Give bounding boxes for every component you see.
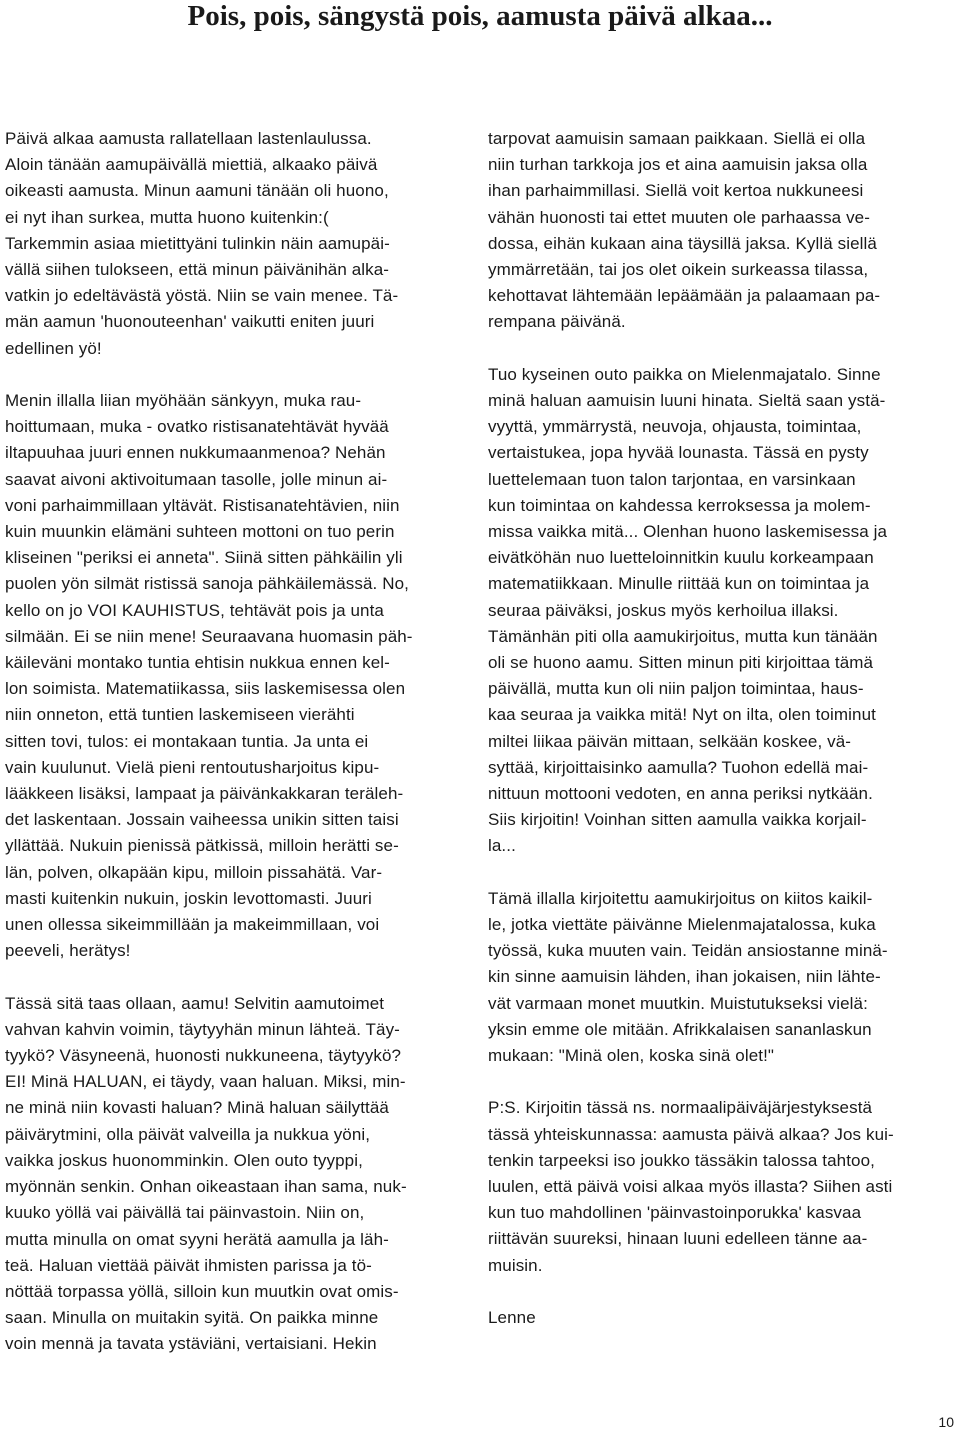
author-signature: Lenne (488, 1308, 536, 1328)
paragraph: Tämä illalla kirjoitettu aamukirjoitus on kiitos kaikil- le, jotka viettäte päivänne Mielenmajatalossa, kuka työssä, kuka muuten vain. Teidän ansiostanne minä- kin sinne aamuisin lähden, ihan jokaisen, niin lähte- vät varmaan monet muutkin. Muistutukseksi vielä: yksin emme ole mitään. Afrikkalaisen sananlaskun mukaan: "Minä olen, koska sinä olet!" (488, 888, 888, 1066)
paragraph: tarpovat aamuisin samaan paikkaan. Siellä ei olla niin turhan tarkkoja jos et aina aamuisin jaksa olla ihan parhaimmillasi. Siellä voit kertoa nukkuneesi vähän huonosti tai ettet muuten ole parhaassa ve- dossa, eihän kukaan aina täysillä jaksa. Kyllä siellä ymmärretään, tai jos olet oikein surkeassa tilassa, kehottavat lähtemään lepäämään ja palaamaan pa- rempana päivänä. (488, 129, 881, 332)
paragraph: Menin illalla liian myöhään sänkyyn, muka rau- hoittumaan, muka - ovatko ristisanatehtävät hyvää iltapuuhaa juuri ennen nukkumaanmenoa? Nehän saavat aivoni aktivoitumaan tasolle, jolle minun ai- voni parhaimmillaan yltävät. Ristisanatehtävien, niin kuin muunkin elämäni suhteen mottoni on tuo perin kliseinen "periksi ei anneta". Siinä sitten pähkäilin yli puolen yön silmät ristissä sanoja pähkäilemässä. No, kello on jo VOI KAUHISTUS, tehtävät pois ja unta silmään. Ei se niin mene! Seuraavana huomasin päh- käileväni montako tuntia ehtisin nukkua ennen kel- lon soimista. Matematiikassa, siis laskemisessa olen niin onneton, että tuntien laskemiseen vierähti sitten tovi, tulos: ei montakaan tuntia. Ja unta ei vain kuulunut. Vielä pieni rentoutusharjoitus kipu- lääkkeen lisäksi, lampaat ja päivänkakkaran teräleh- det laskentaan. Jossain vaiheessa unikin sitten taisi yllättää. Nukuin pienissä pätkissä, milloin herätti se- län, polven, olkapään kipu, milloin pissahätä. Var- masti kuitenkin nukuin, joskin levottomasti. Juuri unen ollessa sikeimmillään ja makeimmillaan, voi peeveli, herätys! (5, 391, 413, 961)
paragraph: Tuo kyseinen outo paikka on Mielenmajatalo. Sinne minä haluan aamuisin luuni hinata. Sieltä saan ystä- vyyttä, ymmärrystä, neuvoja, ohjausta, toimintaa, vertaistukea, jopa hyvää lounasta. Tässä en pysty luettelemaan tuon talon tarjontaa, en varsinkaan kun toimintaa on kahdessa kerroksessa ja molem- missa vaikka mitä... Olenhan huono laskemisessa ja eivätköhän nuo luetteloinnitkin kuulu korkeampaan matematiikkaan. Minulle riittää kun on toimintaa ja seuraa päiväksi, joskus myös kerhoilua illaksi. Tämänhän piti olla aamukirjoitus, mutta kun tänään oli se huono aamu. Sitten minun piti kirjoittaa tämä päivällä, mutta kun oli niin paljon toimintaa, haus- kaa seuraa ja vaikka mitä! Nyt on ilta, olen toiminut miltei liikaa päivän mittaan, selkään koskee, vä- syttää, kirjoittaisinko aamulla? Tuohon edellä mai- nittuun mottooni vedoten, en anna periksi nytkään. Siis kirjoitin! Voinhan sitten aamulla vaikka korjail- la... (488, 364, 888, 856)
left-column (5, 126, 471, 1358)
paragraph: Päivä alkaa aamusta rallatellaan lastenlaulussa. Aloin tänään aamupäivällä miettiä, alkaako päivä oikeasti aamusta. Minun aamuni tänään oli huono, ei nyt ihan surkea, mutta huono kuitenkin:( Tarkemmin asiaa mietittyäni tulinkin näin aamupäi- vällä siihen tulokseen, että minun päivänihän alka- vatkin jo edeltävästä yöstä. Niin se vain menee. Tä- män aamun 'huonouteenhan' vaikutti eniten juuri edellinen yö! (5, 129, 399, 358)
page-title: Pois, pois, sängystä pois, aamusta päivä alkaa... (187, 0, 773, 32)
page-number: 10 (938, 1414, 954, 1430)
paragraph: P:S. Kirjoitin tässä ns. normaalipäiväjärjestyksestä tässä yhteiskunnassa: aamusta päivä alkaa? Jos kui- tenkin tarpeeksi iso joukko tässäkin talossa tahtoo, luulen, että päivä voisi alkaa myös illasta? Siihen asti kun tuo mahdollinen 'päinvastoinporukka' kasvaa riittävän suureksi, hinaan luuni edelleen tänne aa- muisin. (488, 1098, 894, 1275)
paragraph: Tässä sitä taas ollaan, aamu! Selvitin aamutoimet vahvan kahvin voimin, täytyyhän minun lähteä. Täy- tyykö? Väsyneenä, huonosti nukkuneena, täytyykö? EI! Minä HALUAN, ei täydy, vaan haluan. Miksi, min- ne minä niin kovasti haluan? Minä haluan säilyttää päivärytmini, olla päivät valveilla ja nukkua yöni, vaikka joskus huonomminkin. Olen outo tyyppi, myönnän senkin. Onhan oikeastaan ihan sama, nuk- kuuko yöllä vai päivällä tai päinvastoin. Niin on, mutta minulla on omat syyni herätä aamulla ja läh- teä. Haluan viettää päivät ihmisten parissa ja tö- nöttää torpassa yöllä, silloin kun muutkin ovat omis- saan. Minulla on muitakin syitä. On paikka minne voin mennä ja tavata ystäviäni, vertaisiani. Hekin (5, 993, 407, 1354)
right-column (488, 126, 954, 1331)
